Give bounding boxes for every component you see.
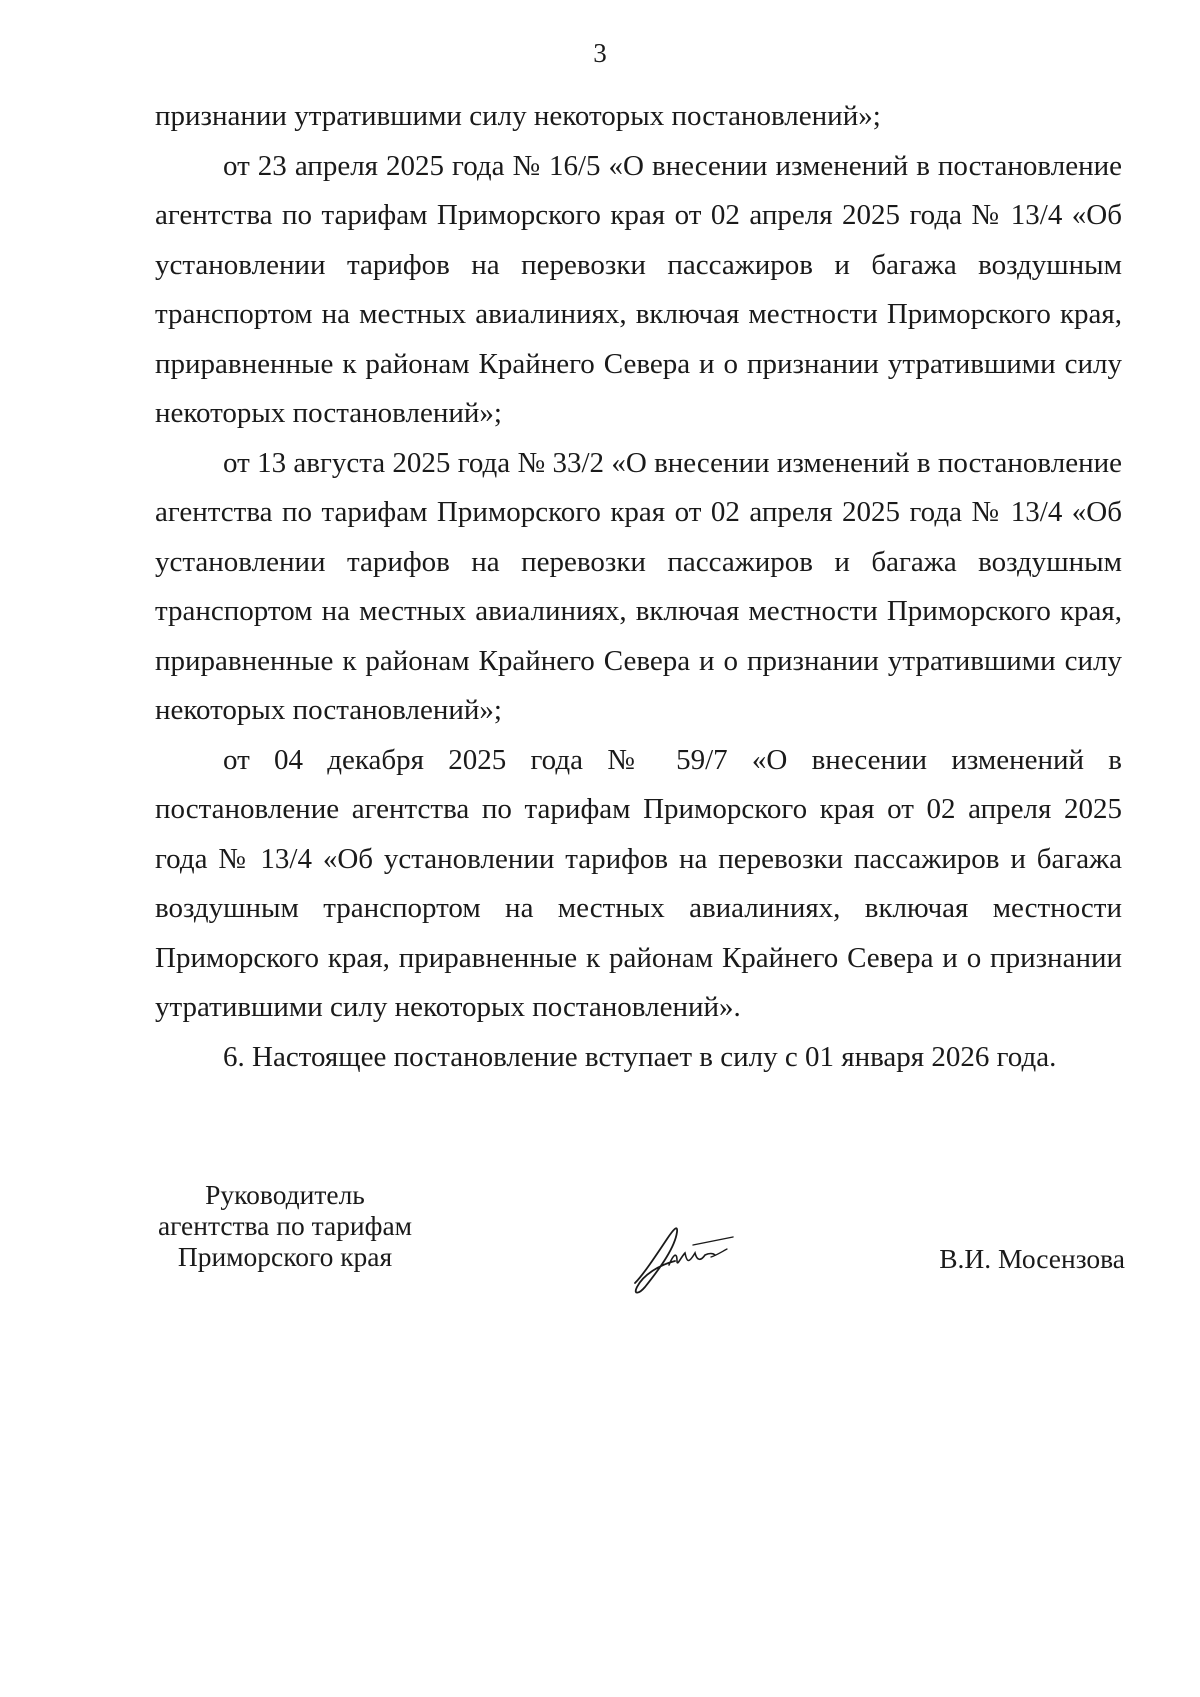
paragraph-continuation: признании утратившими силу некоторых постановлений»; <box>155 100 881 132</box>
paragraph-resolution-33-2: от 13 августа 2025 года № 33/2 «О внесении изменений в постановление агентства по тарифам Приморского края от 02 апреля 2025 года № 13/4 «Об установлении тарифов на перевозки пассажиров и багажа воздушным транспортом на местных авиалиниях, включая местности Приморского края, приравненные к районам Крайнего Севера и о признании утратившими силу некоторых постановлений»; <box>155 446 1122 726</box>
signatory-name: В.И. Мосензова <box>939 1243 1125 1274</box>
paragraph-resolution-59-7: от 04 декабря 2025 года № 59/7 «О внесении изменений в постановление агентства по тарифам Приморского края от 02 апреля 2025 года № 13/4 «Об установлении тарифов на перевозки пассажиров и багажа воздушным транспортом на местных авиалиниях, включая местности Приморского края, приравненные к районам Крайнего Севера и о признании утратившими силу некоторых постановлений». <box>155 743 1122 1023</box>
signatory-position <box>140 1179 430 1272</box>
document-body <box>155 92 1122 1082</box>
position-line: агентства по тарифам <box>157 1210 413 1241</box>
handwritten-signature-icon <box>615 1205 765 1305</box>
position-line: Приморского края <box>177 1241 393 1272</box>
paragraph-resolution-16-5: от 23 апреля 2025 года № 16/5 «О внесении изменений в постановление агентства по тарифам Приморского края от 02 апреля 2025 года № 13/4 «Об установлении тарифов на перевозки пассажиров и багажа воздушным транспортом на местных авиалиниях, включая местности Приморского края, приравненные к районам Крайнего Севера и о признании утратившими силу некоторых постановлений»; <box>155 149 1122 429</box>
position-line: Руководитель <box>205 1179 365 1210</box>
page-number: 3 <box>593 38 607 68</box>
paragraph-effective-date: 6. Настоящее постановление вступает в силу с 01 января 2026 года. <box>223 1040 1057 1073</box>
